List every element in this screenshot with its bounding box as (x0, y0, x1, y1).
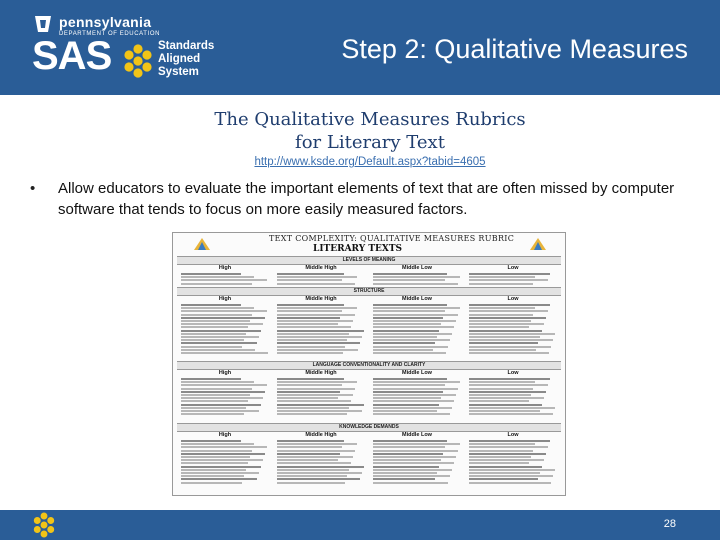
rubric-text-line (277, 326, 351, 328)
rubric-text-line (373, 352, 446, 354)
rubric-text-line (373, 469, 452, 471)
rubric-text-line (277, 304, 344, 306)
rubric-text-line (277, 450, 355, 452)
rubric-text-line (373, 394, 456, 396)
rubric-text-line (373, 333, 452, 335)
rubric-text-line (373, 273, 447, 275)
rubric-text-line (277, 469, 349, 471)
rubric-text-line (277, 407, 349, 409)
rubric-text-line (277, 397, 338, 399)
rubric-text-line (277, 307, 357, 309)
rubric-text-line (277, 456, 353, 458)
rubric-text-line (469, 276, 535, 278)
rubric-text-line (469, 336, 540, 338)
rubric-text-line (373, 336, 437, 338)
rubric-text-line (469, 339, 553, 341)
rubric-text-line (277, 346, 345, 348)
rubric-text-line (181, 336, 259, 338)
bullet-dot-icon: • (30, 180, 36, 197)
rubric-text-line (469, 304, 550, 306)
subtitle-line-1: The Qualitative Measures Rubrics (214, 109, 526, 130)
rubric-text-line (373, 307, 460, 309)
rubric-subtitle: LITERARY TEXTS (313, 244, 403, 254)
rubric-text-line (277, 482, 345, 484)
rubric-text-line (277, 378, 344, 380)
col-head-high-2: High (218, 296, 232, 302)
rubric-text-line (277, 446, 342, 448)
rubric-text-line (373, 339, 450, 341)
col-head-middle-low-3: Middle Low (402, 370, 432, 376)
rubric-text-line (181, 410, 259, 412)
rubric-text-line (277, 349, 358, 351)
rubric-text-line (181, 440, 241, 442)
rubric-text-line (277, 283, 355, 285)
rubric-text-line (373, 400, 454, 402)
rubric-text-line (373, 462, 454, 464)
col-head-middle-low-1: Middle Low (402, 265, 432, 271)
slide-subtitle (0, 108, 720, 154)
col-head-middle-low-2: Middle Low (402, 296, 432, 302)
rubric-text-line (181, 320, 250, 322)
rubric-text-line (181, 339, 244, 341)
rubric-text-line (373, 404, 439, 406)
rubric-text-line (373, 478, 435, 480)
rubric-text-line (469, 317, 546, 319)
brand-line-system: System (158, 66, 199, 78)
rubric-text-line (181, 317, 265, 319)
rubric-text-line (181, 400, 248, 402)
rubric-text-line (373, 349, 433, 351)
col-head-middle-low-4: Middle Low (402, 432, 432, 438)
rubric-text-line (181, 394, 250, 396)
rubric-text-line (469, 462, 529, 464)
rubric-text-line (373, 482, 448, 484)
rubric-text-line (181, 279, 267, 281)
rubric-text-line (277, 310, 342, 312)
rubric-text-line (373, 378, 447, 380)
rubric-text-line (181, 472, 259, 474)
logo-triangle-right-icon (529, 237, 547, 251)
rubric-text-line (277, 453, 340, 455)
rubric-text-line (277, 342, 360, 344)
rubric-text-line (373, 314, 458, 316)
rubric-text-line (373, 317, 443, 319)
rubric-text-line (181, 453, 265, 455)
rubric-text-line (469, 378, 550, 380)
rubric-text-line (469, 469, 555, 471)
col-head-low-2: Low (507, 296, 519, 302)
rubric-text-line (277, 459, 338, 461)
rubric-text-line (277, 352, 343, 354)
rubric-text-line (181, 475, 244, 477)
rubric-text-line (469, 400, 529, 402)
rubric-text-line (469, 478, 538, 480)
rubric-text-line (469, 320, 531, 322)
rubric-text-line (373, 384, 445, 386)
rubric-text-line (469, 346, 551, 348)
rubric-text-line (469, 475, 553, 477)
rubric-image (172, 232, 566, 496)
col-head-high-4: High (218, 432, 232, 438)
col-head-low-3: Low (507, 370, 519, 376)
rubric-text-line (181, 443, 254, 445)
rubric-text-line (469, 323, 544, 325)
rubric-text-line (181, 388, 252, 390)
col-head-middle-high-1: Middle High (305, 265, 337, 271)
brand-line-standards: Standards (158, 40, 215, 52)
rubric-text-line (469, 273, 550, 275)
rubric-text-line (373, 410, 437, 412)
honeycomb-footer-icon (32, 512, 56, 538)
rubric-text-line (469, 283, 533, 285)
rubric-text-line (181, 276, 254, 278)
rubric-text-line (373, 413, 450, 415)
org-name: pennsylvania (59, 14, 152, 30)
slide-title: Step 2: Qualitative Measures (341, 34, 688, 64)
rubric-text-line (277, 314, 355, 316)
col-head-high-1: High (218, 265, 232, 271)
rubric-text-line (181, 323, 263, 325)
rubric-text-line (181, 326, 248, 328)
rubric-text-line (277, 381, 357, 383)
rubric-text-line (373, 279, 445, 281)
rubric-text-line (373, 323, 441, 325)
rubric-text-line (469, 453, 546, 455)
rubric-text-line (181, 446, 267, 448)
rubric-text-line (181, 310, 267, 312)
rubric-text-line (373, 320, 456, 322)
rubric-text-line (469, 279, 548, 281)
rubric-link[interactable]: http://www.ksde.org/Default.aspx?tabid=4605 (254, 156, 486, 168)
rubric-text-line (469, 440, 550, 442)
rubric-section-knowledge: KNOWLEDGE DEMANDS (177, 423, 561, 432)
rubric-text-line (277, 276, 357, 278)
rubric-text-line (181, 404, 261, 406)
sas-logo (30, 12, 240, 87)
rubric-text-line (373, 326, 454, 328)
rubric-text-line (373, 342, 435, 344)
bullet-text: Allow educators to evaluate the important elements of text that are often missed by computer software that tends to focus on more easily measured factors. (58, 180, 675, 218)
rubric-text-line (181, 333, 246, 335)
rubric-section-meaning: LEVELS OF MEANING (177, 256, 561, 265)
rubric-text-line (277, 279, 342, 281)
rubric-title: TEXT COMPLEXITY: QUALITATIVE MEASURES RUBRIC (269, 234, 515, 243)
rubric-text-line (469, 407, 555, 409)
rubric-text-line (277, 443, 357, 445)
rubric-text-line (469, 446, 548, 448)
brand-line-aligned: Aligned (158, 53, 201, 65)
subtitle-line-2: for Literary Text (295, 132, 445, 153)
rubric-text-line (373, 330, 439, 332)
brand-name: SAS (32, 34, 112, 78)
rubric-text-line (277, 478, 360, 480)
rubric-text-line (469, 459, 544, 461)
rubric-text-line (469, 388, 533, 390)
rubric-text-line (181, 397, 263, 399)
rubric-text-line (181, 304, 241, 306)
rubric-text-line (469, 450, 533, 452)
rubric-text-line (373, 443, 460, 445)
slide-footer (0, 510, 720, 540)
rubric-text-line (373, 453, 443, 455)
rubric-text-line (181, 352, 268, 354)
rubric-text-line (277, 339, 347, 341)
rubric-text-line (373, 475, 450, 477)
rubric-text-line (181, 456, 250, 458)
rubric-text-line (277, 317, 340, 319)
rubric-text-line (277, 394, 353, 396)
honeycomb-icon (122, 44, 154, 78)
rubric-text-line (469, 349, 536, 351)
rubric-text-line (469, 314, 533, 316)
rubric-text-line (277, 384, 342, 386)
rubric-text-line (373, 276, 460, 278)
rubric-text-line (469, 410, 540, 412)
rubric-text-line (181, 391, 265, 393)
rubric-text-line (373, 391, 443, 393)
rubric-text-line (277, 440, 344, 442)
rubric-text-line (181, 459, 263, 461)
rubric-text-line (277, 410, 362, 412)
rubric-text-line (277, 273, 344, 275)
org-department: DEPARTMENT OF EDUCATION (59, 31, 161, 37)
col-head-high-3: High (218, 370, 232, 376)
rubric-text-line (277, 466, 364, 468)
rubric-text-line (277, 472, 362, 474)
rubric-text-line (469, 307, 535, 309)
col-head-middle-high-4: Middle High (305, 432, 337, 438)
rubric-text-line (373, 459, 441, 461)
rubric-text-line (277, 404, 364, 406)
bullet-item (30, 178, 698, 220)
rubric-text-line (181, 342, 257, 344)
rubric-text-line (181, 330, 261, 332)
brand-tagline (158, 40, 214, 79)
rubric-section-language: LANGUAGE CONVENTIONALITY AND CLARITY (177, 361, 561, 370)
rubric-text-line (469, 466, 542, 468)
rubric-text-line (373, 304, 447, 306)
rubric-text-line (469, 404, 542, 406)
rubric-text-line (277, 330, 364, 332)
rubric-text-line (469, 482, 551, 484)
rubric-text-line (277, 320, 353, 322)
rubric-text-line (469, 381, 535, 383)
rubric-text-line (469, 342, 538, 344)
col-head-middle-high-2: Middle High (305, 296, 337, 302)
rubric-text-line (373, 388, 458, 390)
col-head-middle-high-3: Middle High (305, 370, 337, 376)
rubric-text-line (469, 472, 540, 474)
rubric-text-line (181, 384, 267, 386)
keystone-icon (32, 13, 54, 35)
rubric-text-line (469, 326, 529, 328)
rubric-text-line (373, 440, 447, 442)
rubric-text-line (469, 443, 535, 445)
rubric-text-line (277, 333, 349, 335)
rubric-text-line (181, 482, 242, 484)
rubric-section-structure: STRUCTURE (177, 287, 561, 296)
rubric-text-line (277, 336, 362, 338)
rubric-text-line (181, 273, 241, 275)
rubric-text-line (373, 397, 441, 399)
rubric-text-line (181, 413, 244, 415)
rubric-text-line (181, 407, 246, 409)
rubric-text-line (181, 462, 248, 464)
rubric-text-line (469, 333, 555, 335)
rubric-text-line (469, 330, 542, 332)
rubric-text-line (373, 407, 452, 409)
rubric-text-line (181, 314, 252, 316)
rubric-text-line (373, 346, 448, 348)
rubric-text-line (469, 391, 546, 393)
rubric-text-line (469, 413, 553, 415)
rubric-text-line (469, 310, 548, 312)
rubric-text-line (373, 466, 439, 468)
rubric-text-line (277, 475, 347, 477)
col-head-low-4: Low (507, 432, 519, 438)
rubric-text-line (277, 400, 351, 402)
rubric-text-line (373, 456, 456, 458)
rubric-text-line (181, 450, 252, 452)
rubric-text-line (277, 413, 347, 415)
rubric-text-line (181, 307, 254, 309)
rubric-text-line (181, 469, 246, 471)
page-number: 28 (663, 518, 676, 530)
rubric-text-line (181, 378, 241, 380)
rubric-text-line (469, 394, 531, 396)
col-head-low-1: Low (507, 265, 519, 271)
rubric-text-line (373, 381, 460, 383)
rubric-text-line (373, 472, 437, 474)
rubric-text-line (373, 446, 445, 448)
rubric-text-line (469, 397, 544, 399)
rubric-text-line (469, 352, 549, 354)
rubric-text-line (277, 388, 355, 390)
rubric-text-line (373, 310, 445, 312)
rubric-text-line (181, 349, 255, 351)
rubric-text-line (277, 462, 351, 464)
rubric-text-line (469, 456, 531, 458)
rubric-text-line (373, 283, 458, 285)
logo-triangle-left-icon (193, 237, 211, 251)
rubric-text-line (181, 346, 242, 348)
rubric-text-line (181, 283, 252, 285)
rubric-text-line (277, 391, 340, 393)
rubric-text-line (373, 450, 458, 452)
rubric-text-line (181, 478, 257, 480)
rubric-text-line (469, 384, 548, 386)
rubric-text-line (181, 466, 261, 468)
rubric-text-line (277, 323, 338, 325)
slide-header (0, 0, 720, 95)
rubric-text-line (181, 381, 254, 383)
